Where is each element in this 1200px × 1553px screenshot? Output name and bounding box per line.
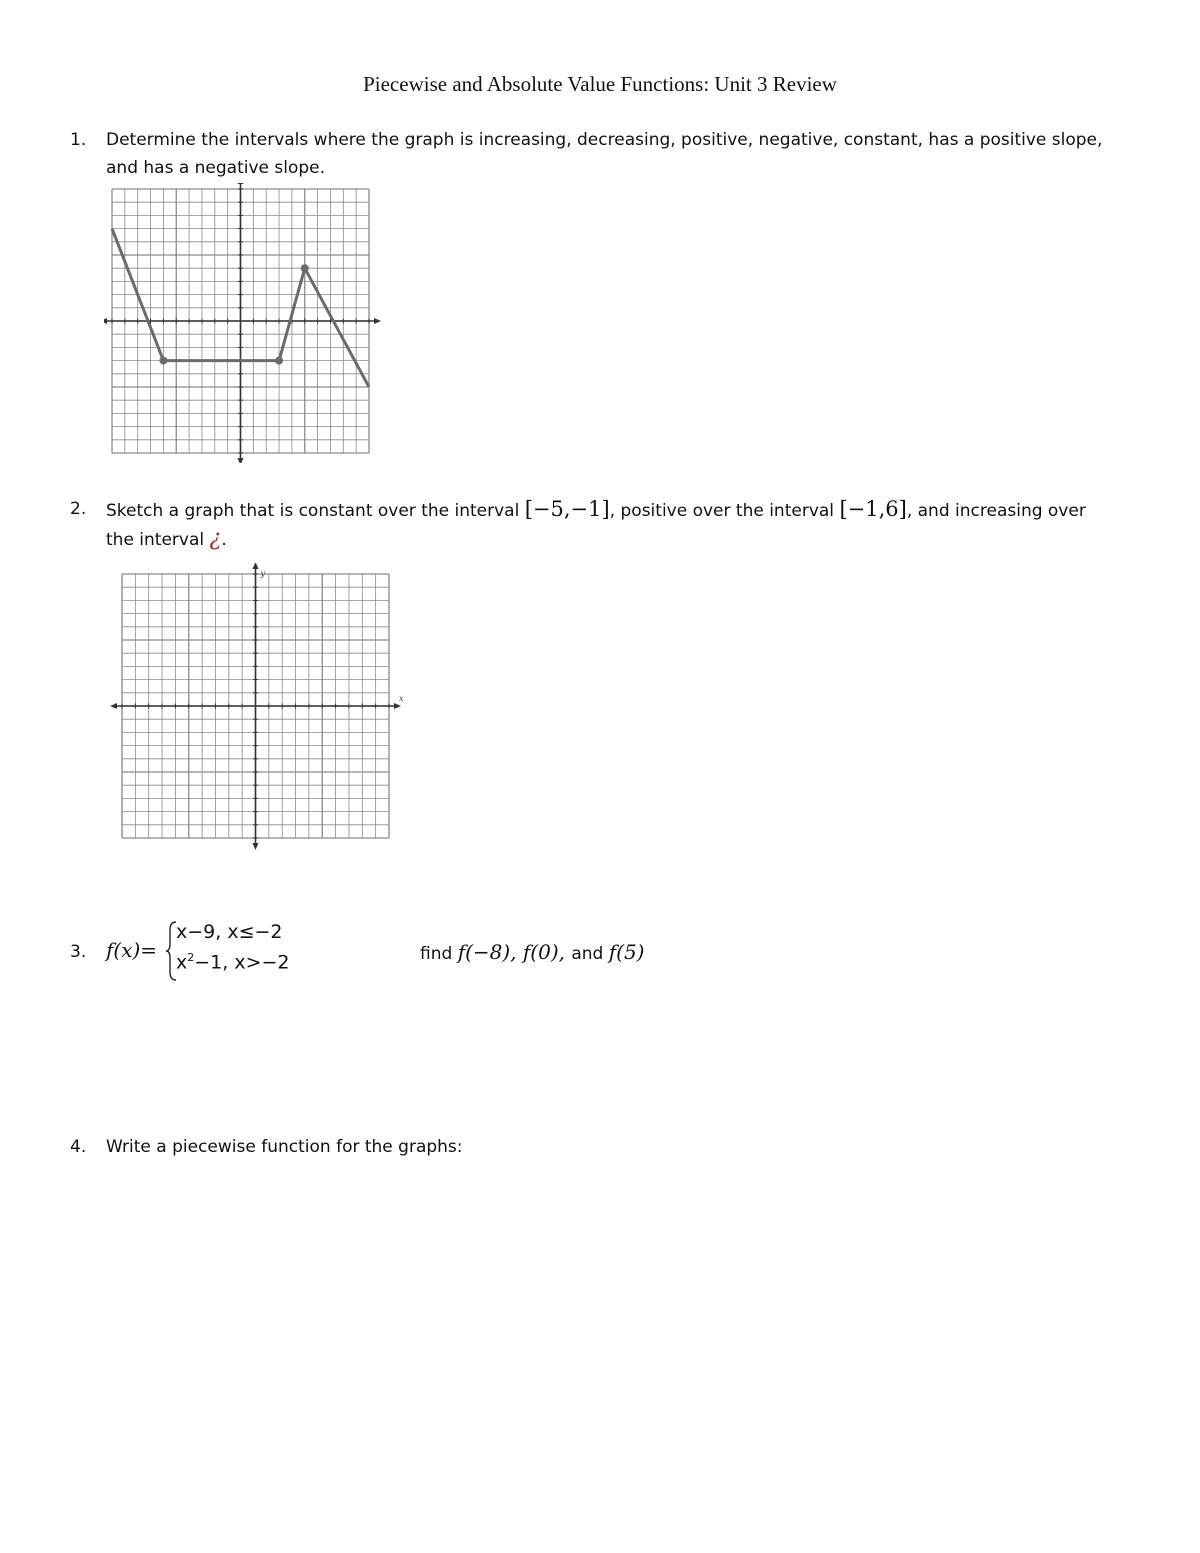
question-text: Write a piecewise function for the graphs:	[106, 1137, 463, 1157]
find-label: find	[420, 944, 458, 964]
y-axis-arrow	[253, 563, 259, 569]
question-period: .	[221, 530, 227, 550]
interval-positive: [−1,6]	[839, 497, 907, 521]
piece-1-expr: x−9, x≤−2	[176, 921, 283, 943]
y-axis-label: y	[260, 569, 266, 578]
x-axis-arrow	[394, 703, 401, 709]
y-axis-arrow	[238, 458, 244, 463]
question-text-line2: and has a negative slope.	[106, 158, 326, 178]
piece-2-base: x	[176, 951, 188, 974]
question-text-line1: Determine the intervals where the graph is increasing, decreasing, positive, negative, constant, has a positive slope,	[106, 130, 1103, 150]
question-3	[70, 921, 770, 998]
question-text: the interval	[106, 530, 210, 550]
closed-point	[159, 357, 167, 365]
graph-1	[104, 183, 384, 463]
graph-2-blank-grid[interactable]	[110, 563, 405, 853]
evaluate-expressions: f(−8), f(0),	[457, 940, 572, 964]
closed-point	[301, 264, 309, 272]
x-axis-arrow	[104, 318, 107, 324]
missing-interval-glyph: ¿	[209, 526, 222, 551]
and-label: and	[571, 944, 609, 964]
piece-2	[176, 944, 290, 976]
x-axis-label: x	[399, 694, 404, 703]
question-number: 2.	[70, 499, 87, 519]
question-number: 3.	[70, 942, 87, 962]
question-number: 4.	[70, 1137, 87, 1157]
y-axis-arrow	[253, 843, 259, 850]
piece-2-exponent: 2	[187, 951, 195, 964]
question-text: , positive over the interval	[609, 501, 840, 521]
y-axis-arrow	[238, 183, 244, 184]
evaluate-last: f(5)	[608, 940, 645, 964]
piece-1	[176, 918, 283, 946]
question-number: 1.	[70, 130, 87, 150]
x-axis-arrow	[110, 703, 117, 709]
question-text: , and increasing over	[906, 501, 1086, 521]
x-axis-arrow	[374, 318, 381, 324]
piece-2-rest: −1, x>−2	[194, 951, 290, 974]
function-name: f(x)=	[106, 938, 158, 962]
question-text: Sketch a graph that is constant over the interval	[106, 501, 525, 521]
closed-point	[275, 357, 283, 365]
page-title: Piecewise and Absolute Value Functions: Unit 3 Review	[363, 72, 837, 96]
interval-constant: [−5,−1]	[524, 497, 610, 521]
